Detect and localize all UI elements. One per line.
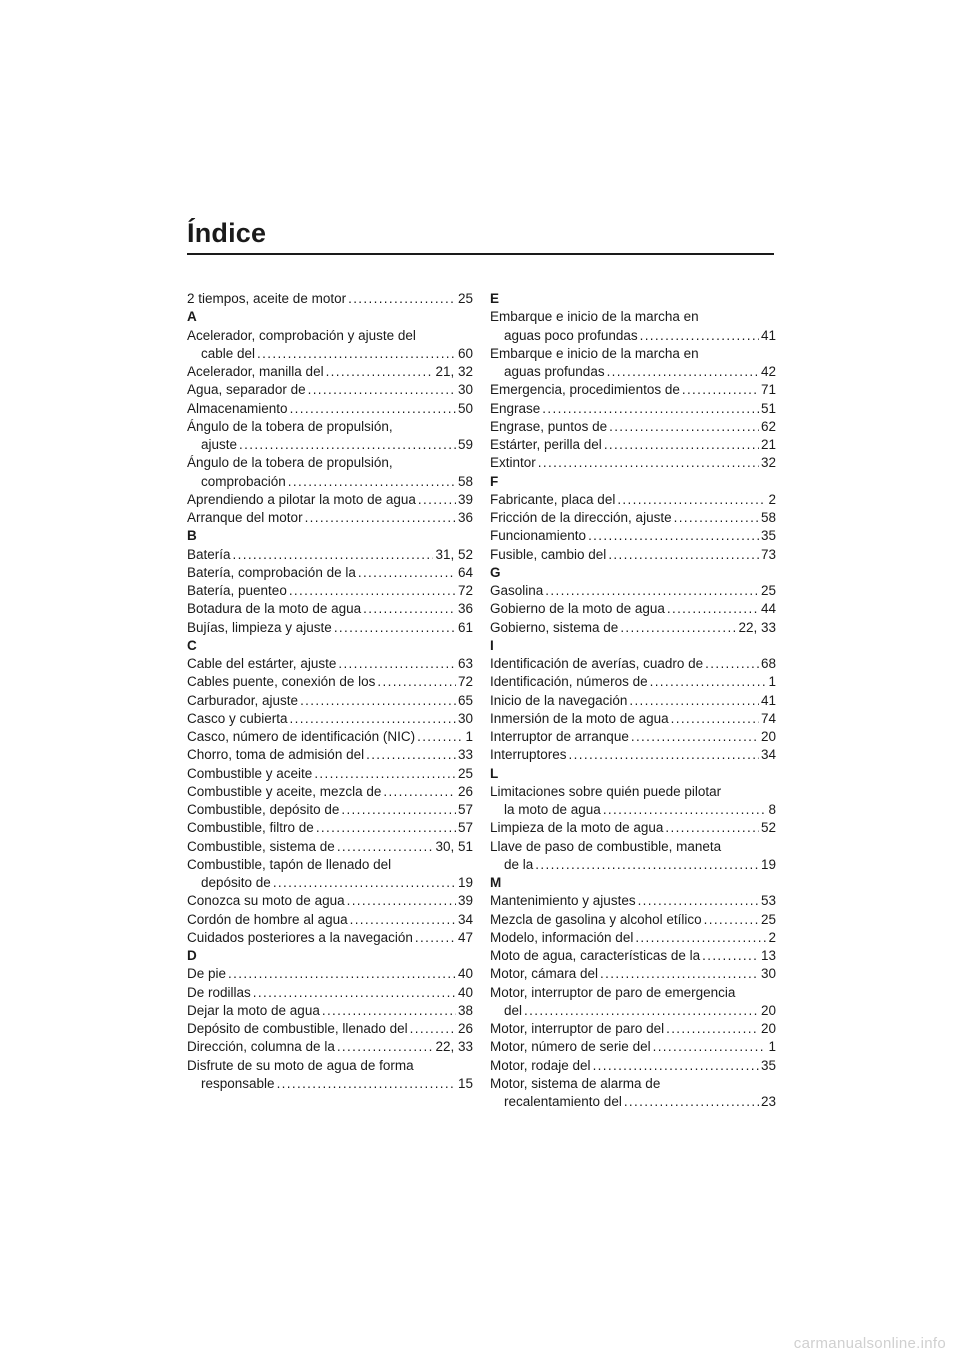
dot-leader xyxy=(257,345,456,363)
page-title: Índice xyxy=(187,218,267,248)
dot-leader xyxy=(228,965,456,983)
page-number: 2 xyxy=(768,929,776,945)
dot-leader xyxy=(289,582,456,600)
dot-leader xyxy=(417,728,463,746)
page-number: 20 xyxy=(760,729,776,744)
section-letter: D xyxy=(187,948,197,963)
title-rule xyxy=(187,253,774,255)
index-entry xyxy=(187,1002,473,1020)
entry-text: aguas poco profundas xyxy=(504,327,638,343)
dot-leader xyxy=(588,527,759,545)
index-entry-heading: Combustible, tapón de llenado del xyxy=(187,856,392,872)
index-entry-continuation xyxy=(490,363,776,381)
index-entry xyxy=(187,746,473,764)
entry-text: Funcionamiento xyxy=(490,528,587,544)
entry-text: Chorro, toma de admisión del xyxy=(187,747,365,763)
entry-text: Agua, separador de xyxy=(187,382,306,398)
page-number: 50 xyxy=(457,400,473,416)
index-entry xyxy=(490,728,776,746)
dot-leader xyxy=(326,363,434,381)
page-number: 58 xyxy=(760,510,776,525)
section-letter: E xyxy=(490,291,500,306)
index-entry xyxy=(187,728,473,746)
page-number: 35 xyxy=(760,1057,776,1073)
dot-leader xyxy=(308,381,456,399)
page-number: 30 xyxy=(457,710,473,726)
entry-text: Batería, puenteo xyxy=(187,583,287,598)
section-letter: M xyxy=(490,875,502,890)
index-entry xyxy=(187,911,473,929)
index-entry-heading: Motor, sistema de alarma de xyxy=(490,1075,661,1091)
index-entry-heading: Embarque e inicio de la marcha en xyxy=(490,345,699,361)
entry-text: cable del xyxy=(201,345,256,361)
page-number: 20 xyxy=(760,1002,776,1018)
page-number: 64 xyxy=(457,564,473,580)
index-entry xyxy=(490,400,776,418)
dot-leader xyxy=(607,363,759,381)
entry-text: Batería, comprobación de la xyxy=(187,564,356,580)
page-number: 53 xyxy=(760,893,776,909)
dot-leader xyxy=(640,327,759,345)
index-entry-continuation xyxy=(187,436,473,454)
entry-text: Fabricante, placa del xyxy=(490,491,616,507)
dot-leader xyxy=(603,801,767,819)
entry-text: Arranque del motor xyxy=(187,510,303,525)
index-entry xyxy=(490,1057,776,1075)
page-number: 35 xyxy=(760,528,776,544)
page-number: 1 xyxy=(465,729,473,744)
dot-leader xyxy=(273,874,456,892)
entry-text: Combustible, depósito de xyxy=(187,802,340,817)
dot-leader xyxy=(609,418,759,436)
entry-text: Engrase xyxy=(490,400,541,416)
dot-leader xyxy=(233,546,434,564)
page-number: 13 xyxy=(760,948,776,963)
entry-text: Estárter, perilla del xyxy=(490,437,602,452)
entry-text: Motor, interruptor de paro del xyxy=(490,1021,665,1036)
entry-text: Cordón de hombre al agua xyxy=(187,911,348,927)
section-letter: C xyxy=(187,637,197,653)
dot-leader xyxy=(337,1038,434,1056)
page-number: 52 xyxy=(760,820,776,836)
index-entry xyxy=(187,363,473,381)
index-column-right xyxy=(490,290,776,1111)
entry-text: Bujías, limpieza y ajuste xyxy=(187,619,332,635)
entry-text: Dejar la moto de agua xyxy=(187,1002,320,1018)
dot-leader xyxy=(682,381,759,399)
dot-leader xyxy=(617,491,766,509)
index-entry xyxy=(187,819,473,837)
entry-text: ajuste xyxy=(201,437,238,452)
entry-text: comprobación xyxy=(201,473,286,489)
index-entry xyxy=(490,546,776,564)
page-number: 74 xyxy=(760,710,776,726)
entry-text: Modelo, información del xyxy=(490,929,634,945)
index-entry xyxy=(490,600,776,618)
dot-leader xyxy=(253,984,456,1002)
index-entry xyxy=(187,965,473,983)
dot-leader xyxy=(347,892,456,910)
index-entry xyxy=(187,929,473,947)
entry-text: Motor, número de serie del xyxy=(490,1039,651,1055)
dot-leader xyxy=(290,710,456,728)
page-number: 22, 33 xyxy=(738,619,776,635)
page-number: 21, 32 xyxy=(435,364,473,379)
entry-text: Motor, cámara del xyxy=(490,966,599,982)
entry-text: Casco y cubierta xyxy=(187,710,288,726)
dot-leader xyxy=(334,619,456,637)
index-entry xyxy=(187,655,473,673)
index-entry-continuation xyxy=(187,1075,473,1093)
dot-leader xyxy=(290,400,456,418)
dot-leader xyxy=(671,710,759,728)
dot-leader xyxy=(366,746,456,764)
section-letter: A xyxy=(187,309,197,325)
page-number: 19 xyxy=(760,856,776,872)
index-entry xyxy=(187,984,473,1002)
index-entry xyxy=(490,418,776,436)
page-number: 42 xyxy=(760,364,776,379)
index-entry xyxy=(490,1038,776,1056)
dot-leader xyxy=(377,673,456,691)
index-entry xyxy=(490,965,776,983)
index-entry xyxy=(490,892,776,910)
page-number: 65 xyxy=(457,692,473,708)
dot-leader xyxy=(702,947,759,965)
dot-leader xyxy=(704,911,759,929)
page-number: 20 xyxy=(760,1021,776,1036)
dot-leader xyxy=(358,564,456,582)
page-number: 39 xyxy=(457,893,473,909)
dot-leader xyxy=(667,600,759,618)
page-number: 15 xyxy=(457,1075,473,1091)
dot-leader xyxy=(705,655,759,673)
dot-leader xyxy=(604,436,759,454)
index-entry xyxy=(490,692,776,710)
entry-text: Combustible y aceite, mezcla de xyxy=(187,783,382,799)
index-entry xyxy=(187,564,473,582)
dot-leader xyxy=(314,765,456,783)
index-entry xyxy=(187,710,473,728)
watermark: carmanualsonline.info xyxy=(793,1335,946,1352)
dot-leader xyxy=(535,856,759,874)
page-number: 30 xyxy=(760,966,776,982)
entry-text: aguas profundas xyxy=(504,364,605,379)
dot-leader xyxy=(337,838,434,856)
entry-text: Emergencia, procedimientos de xyxy=(490,382,680,398)
index-column-left xyxy=(187,290,473,1093)
entry-text: depósito de xyxy=(201,875,271,890)
page-number: 40 xyxy=(457,966,473,982)
page-number: 41 xyxy=(760,327,776,343)
dot-leader xyxy=(631,728,759,746)
index-entry xyxy=(187,783,473,801)
dot-leader xyxy=(624,1093,759,1111)
page-number: 44 xyxy=(760,601,776,617)
index-entry-heading: Disfrute de su moto de agua de forma xyxy=(187,1057,414,1073)
page-number: 30, 51 xyxy=(435,838,473,854)
page-number: 72 xyxy=(457,674,473,690)
page-number: 22, 33 xyxy=(435,1039,473,1055)
dot-leader xyxy=(600,965,759,983)
entry-text: Batería xyxy=(187,546,231,562)
page-number: 31, 52 xyxy=(435,546,473,562)
dot-leader xyxy=(348,290,456,308)
page-number: 59 xyxy=(457,437,473,452)
index-entry xyxy=(187,381,473,399)
entry-text: De rodillas xyxy=(187,984,251,1000)
page-number: 38 xyxy=(457,1002,473,1018)
index-entry-continuation xyxy=(490,327,776,345)
page-number: 25 xyxy=(457,291,473,306)
dot-leader xyxy=(363,600,456,618)
index-entry xyxy=(490,436,776,454)
index-entry xyxy=(490,929,776,947)
page-number: 32 xyxy=(760,455,776,471)
entry-text: la moto de agua xyxy=(504,802,601,817)
index-entry xyxy=(490,582,776,600)
page-number: 57 xyxy=(457,820,473,836)
entry-text: Dirección, columna de la xyxy=(187,1039,335,1055)
entry-text: Gobierno, sistema de xyxy=(490,619,619,635)
section-letter: I xyxy=(490,637,494,653)
index-entry xyxy=(490,911,776,929)
dot-leader xyxy=(305,509,456,527)
dot-leader xyxy=(653,1038,767,1056)
page-number: 19 xyxy=(457,875,473,890)
index-entry xyxy=(187,619,473,637)
index-entry xyxy=(490,673,776,691)
entry-text: Inicio de la navegación xyxy=(490,692,628,708)
index-entry-heading: Ángulo de la tobera de propulsión, xyxy=(187,418,393,434)
index-entry-continuation xyxy=(490,1002,776,1020)
entry-text: Acelerador, manilla del xyxy=(187,364,324,379)
index-entry-heading: Motor, interruptor de paro de emergencia xyxy=(490,984,736,1000)
dot-leader xyxy=(415,929,456,947)
entry-text: Gasolina xyxy=(490,583,544,598)
index-entry-continuation xyxy=(490,1093,776,1111)
dot-leader xyxy=(277,1075,456,1093)
entry-text: Almacenamiento xyxy=(187,400,288,416)
index-entry-heading: Limitaciones sobre quién puede pilotar xyxy=(490,783,722,799)
dot-leader xyxy=(593,1057,759,1075)
page-number: 39 xyxy=(457,491,473,507)
page-number: 26 xyxy=(457,783,473,799)
dot-leader xyxy=(418,491,456,509)
index-entry xyxy=(187,582,473,600)
index-entry-heading: Ángulo de la tobera de propulsión, xyxy=(187,455,393,471)
page-number: 57 xyxy=(457,802,473,817)
index-entry xyxy=(187,491,473,509)
section-letter: L xyxy=(490,765,499,781)
page-number: 47 xyxy=(457,929,473,945)
index-entry xyxy=(187,600,473,618)
entry-text: Botadura de la moto de agua xyxy=(187,601,362,617)
index-entry xyxy=(187,546,473,564)
entry-text: Aprendiendo a pilotar la moto de agua xyxy=(187,491,416,507)
entry-text: 2 tiempos, aceite de motor xyxy=(187,291,347,306)
dot-leader xyxy=(524,1002,759,1020)
index-entry xyxy=(490,454,776,472)
index-entry xyxy=(187,673,473,691)
page-number: 63 xyxy=(457,656,473,671)
section-letter: B xyxy=(187,528,197,544)
index-entry-heading: Acelerador, comprobación y ajuste del xyxy=(187,327,416,343)
index-entry-continuation xyxy=(490,801,776,819)
page-number: 36 xyxy=(457,601,473,617)
entry-text: Extintor xyxy=(490,455,536,471)
entry-text: Interruptores xyxy=(490,747,567,763)
page-number: 8 xyxy=(768,802,776,817)
index-entry xyxy=(490,819,776,837)
dot-leader xyxy=(322,1002,456,1020)
page-number: 30 xyxy=(457,382,473,398)
index-entry xyxy=(187,1038,473,1056)
dot-leader xyxy=(383,783,456,801)
entry-text: Cable del estárter, ajuste xyxy=(187,656,337,671)
index-entry-heading: Llave de paso de combustible, maneta xyxy=(490,838,722,854)
page-number: 73 xyxy=(760,546,776,562)
entry-text: recalentamiento del xyxy=(504,1094,622,1109)
entry-text: Gobierno de la moto de agua xyxy=(490,601,665,617)
entry-text: Fricción de la dirección, ajuste xyxy=(490,510,672,525)
index-entry-heading: Embarque e inicio de la marcha en xyxy=(490,309,699,325)
index-entry xyxy=(490,491,776,509)
page-number: 61 xyxy=(457,619,473,635)
page-number: 25 xyxy=(760,911,776,927)
dot-leader xyxy=(569,746,759,764)
entry-text: Conozca su moto de agua xyxy=(187,893,345,909)
dot-leader xyxy=(410,1020,456,1038)
entry-text: Cables puente, conexión de los xyxy=(187,674,376,690)
page-number: 36 xyxy=(457,510,473,525)
entry-text: Motor, rodaje del xyxy=(490,1057,591,1073)
index-entry xyxy=(490,1020,776,1038)
page-number: 21 xyxy=(760,437,776,452)
index-entry xyxy=(187,1020,473,1038)
entry-text: De pie xyxy=(187,966,227,982)
dot-leader xyxy=(542,400,759,418)
index-entry xyxy=(490,381,776,399)
page-number: 34 xyxy=(457,911,473,927)
index-entry xyxy=(187,692,473,710)
entry-text: Carburador, ajuste xyxy=(187,692,299,708)
entry-text: Mezcla de gasolina y alcohol etílico xyxy=(490,911,702,927)
page-number: 71 xyxy=(760,382,776,398)
index-entry xyxy=(490,619,776,637)
entry-text: Identificación, números de xyxy=(490,674,648,690)
entry-text: Depósito de combustible, llenado del xyxy=(187,1021,408,1036)
page-number: 23 xyxy=(760,1094,776,1109)
index-entry xyxy=(187,892,473,910)
entry-text: de la xyxy=(504,856,534,872)
page-number: 25 xyxy=(760,583,776,598)
dot-leader xyxy=(620,619,736,637)
page-number: 72 xyxy=(457,583,473,598)
entry-text: Engrase, puntos de xyxy=(490,418,608,434)
page-number: 60 xyxy=(457,345,473,361)
dot-leader xyxy=(545,582,759,600)
entry-text: Combustible, sistema de xyxy=(187,838,335,854)
entry-text: Casco, número de identificación (NIC) xyxy=(187,729,416,744)
index-entry-continuation xyxy=(187,874,473,892)
entry-text: Limpieza de la moto de agua xyxy=(490,820,664,836)
index-entry-continuation xyxy=(187,345,473,363)
dot-leader xyxy=(629,692,759,710)
page-number: 40 xyxy=(457,984,473,1000)
entry-text: responsable xyxy=(201,1075,275,1091)
entry-text: Moto de agua, características de la xyxy=(490,948,701,963)
section-letter: F xyxy=(490,473,499,489)
dot-leader xyxy=(538,454,759,472)
index-entry xyxy=(490,947,776,965)
page-number: 2 xyxy=(768,491,776,507)
index-entry xyxy=(187,290,473,308)
index-entry xyxy=(490,509,776,527)
entry-text: Combustible, filtro de xyxy=(187,820,314,836)
page-number: 26 xyxy=(457,1021,473,1036)
entry-text: Interruptor de arranque xyxy=(490,729,629,744)
page-number: 25 xyxy=(457,765,473,781)
entry-text: Inmersión de la moto de agua xyxy=(490,710,669,726)
entry-text: del xyxy=(504,1002,523,1018)
dot-leader xyxy=(608,546,759,564)
entry-text: Fusible, cambio del xyxy=(490,546,607,562)
page-number: 62 xyxy=(760,418,776,434)
index-entry xyxy=(187,765,473,783)
dot-leader xyxy=(666,1020,759,1038)
dot-leader xyxy=(674,509,759,527)
dot-leader xyxy=(638,892,759,910)
index-entry-continuation xyxy=(187,473,473,491)
index-entry xyxy=(490,746,776,764)
page-number: 1 xyxy=(768,1039,776,1055)
entry-text: Identificación de averías, cuadro de xyxy=(490,656,704,671)
dot-leader xyxy=(650,673,767,691)
index-entry xyxy=(490,655,776,673)
dot-leader xyxy=(350,911,456,929)
index-entry xyxy=(187,801,473,819)
dot-leader xyxy=(239,436,456,454)
index-entry xyxy=(187,509,473,527)
dot-leader xyxy=(338,655,456,673)
entry-text: Combustible y aceite xyxy=(187,765,313,781)
index-entry xyxy=(187,400,473,418)
page-number: 41 xyxy=(760,692,776,708)
index-entry xyxy=(490,527,776,545)
dot-leader xyxy=(300,692,456,710)
page-number: 68 xyxy=(760,656,776,671)
section-letter: G xyxy=(490,564,501,580)
page-number: 51 xyxy=(760,400,776,416)
dot-leader xyxy=(341,801,456,819)
index-entry xyxy=(187,838,473,856)
entry-text: Mantenimiento y ajustes xyxy=(490,893,636,909)
page-number: 34 xyxy=(760,747,776,763)
index-entry xyxy=(490,710,776,728)
index-entry-continuation xyxy=(490,856,776,874)
page-number: 1 xyxy=(768,674,776,690)
dot-leader xyxy=(288,473,456,491)
dot-leader xyxy=(635,929,766,947)
page-number: 58 xyxy=(457,473,473,489)
dot-leader xyxy=(665,819,759,837)
dot-leader xyxy=(316,819,456,837)
entry-text: Cuidados posteriores a la navegación xyxy=(187,929,413,945)
page-number: 33 xyxy=(457,747,473,763)
